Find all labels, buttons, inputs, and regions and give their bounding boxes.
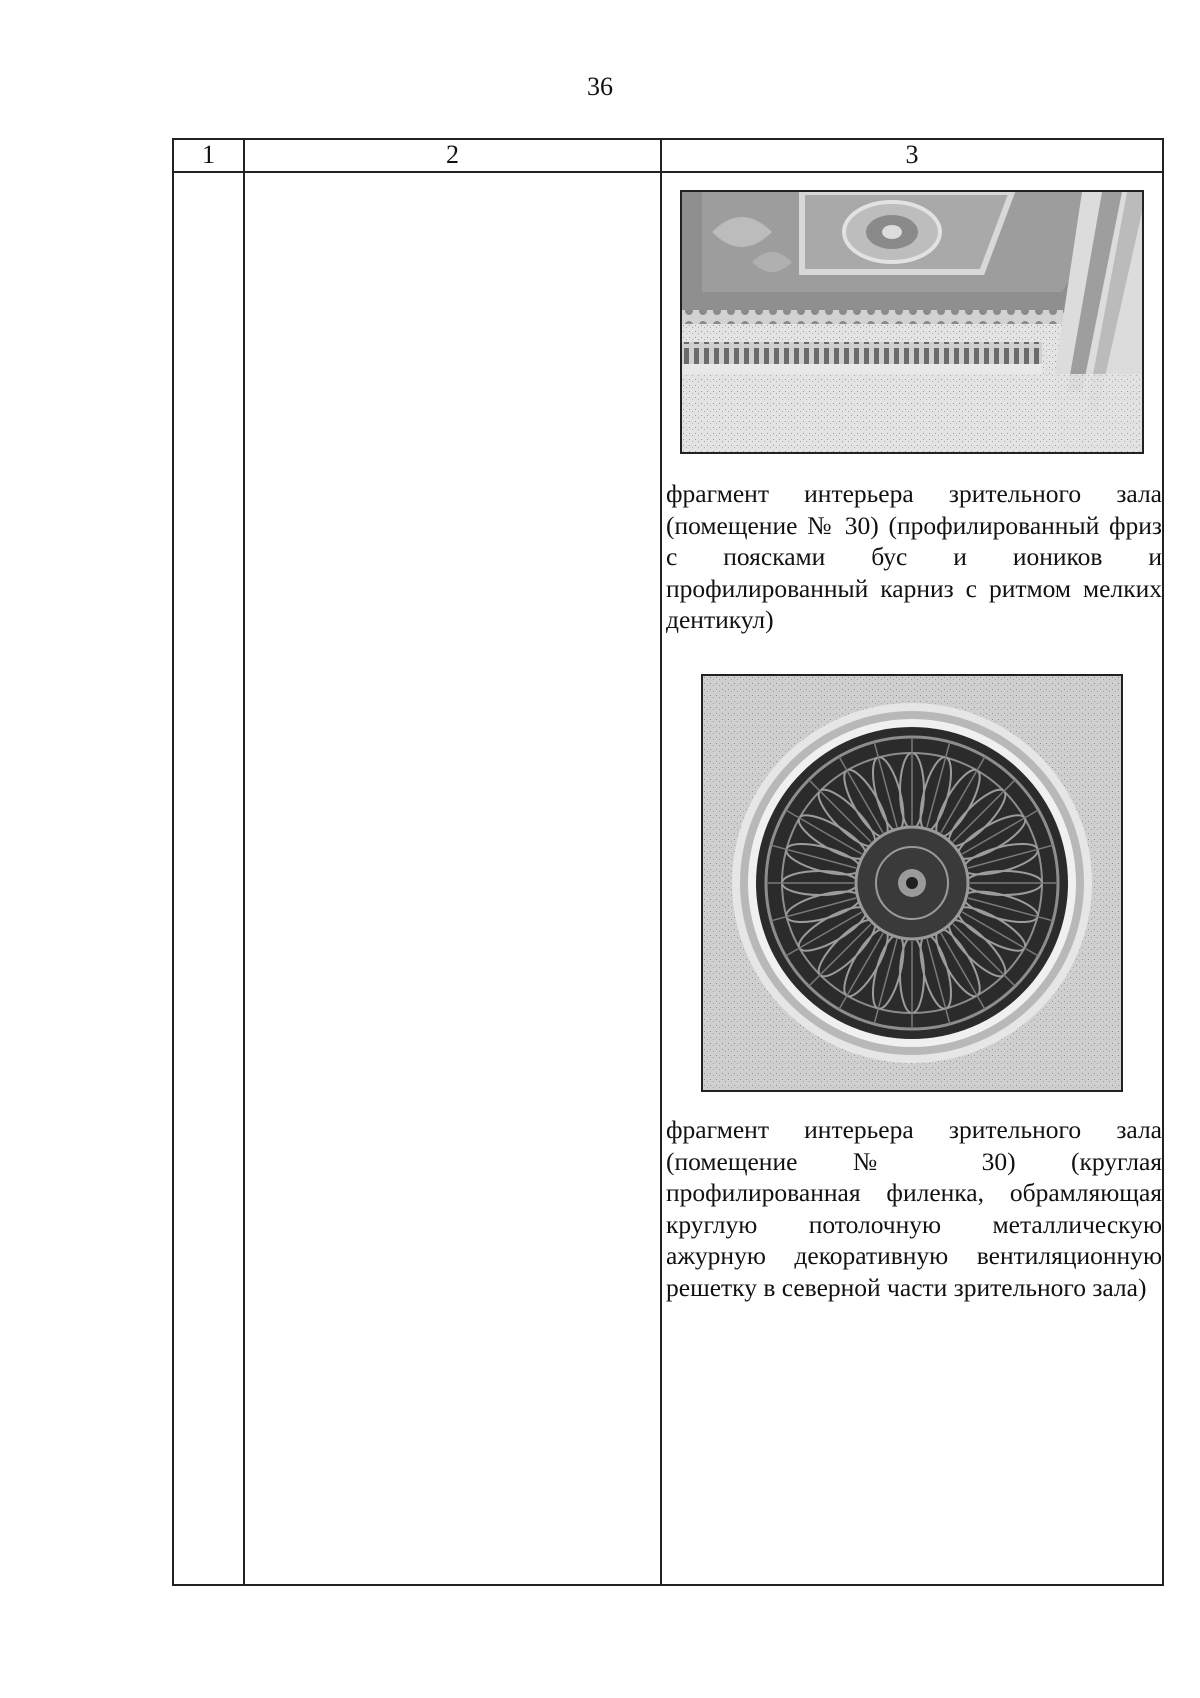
caption-2: фрагмент интерьера зрительного зала (помещение № 30) (круглая профилированная филенка, обрамляющая круглую потолочную металлическую ажурную декоративную вентиляционную решетку в северной части зрительного зала) — [666, 1115, 1162, 1302]
page-number: 36 — [587, 72, 613, 101]
table-col-divider-2 — [660, 138, 662, 1586]
caption-1: фрагмент интерьера зрительного зала (помещение № 30) (профилированный фриз с поясками бус и иоников и профилированный карниз с ритмом мелких дентикул) — [666, 479, 1162, 634]
table-border-bottom — [172, 1584, 1164, 1586]
table-header-col-1: 1 — [202, 140, 215, 169]
table-border-right — [1162, 138, 1164, 1586]
table-header-col-3: 3 — [905, 140, 919, 169]
ventilation-grille-photo-icon — [701, 674, 1123, 1092]
cornice-frieze-photo-icon — [680, 190, 1144, 454]
table-col-divider-1 — [243, 138, 245, 1586]
table-header-col-2: 2 — [446, 140, 459, 169]
table-border-left — [172, 138, 174, 1586]
